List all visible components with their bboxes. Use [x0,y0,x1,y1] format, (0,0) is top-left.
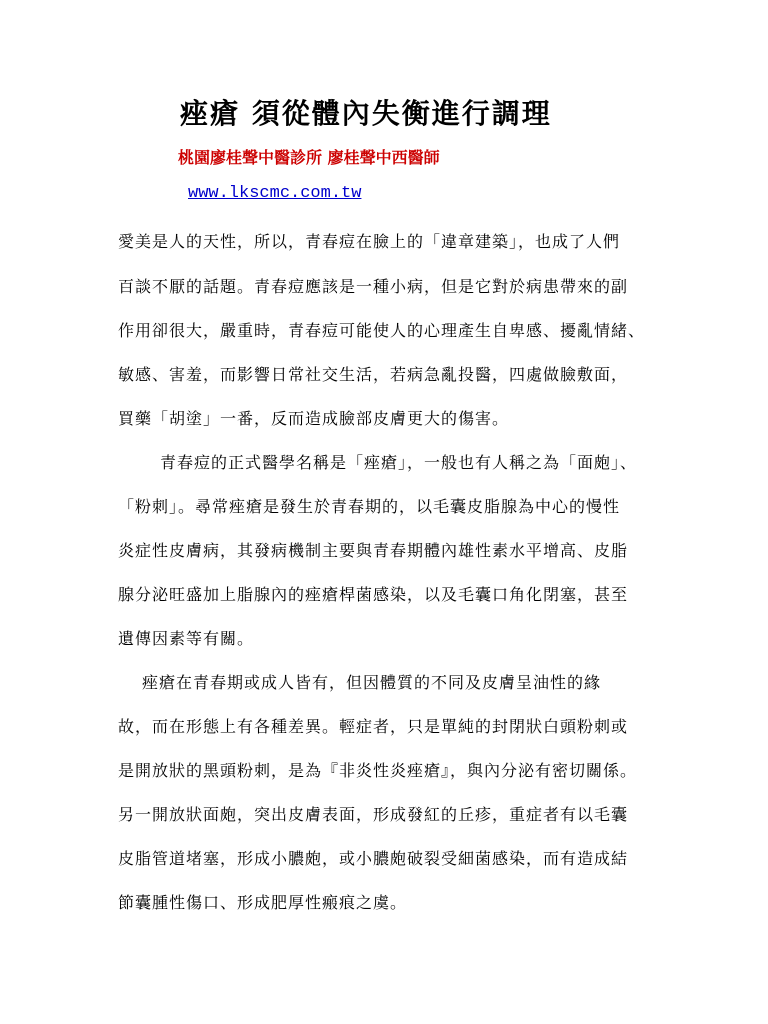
body-line: 節囊腫性傷口、形成肥厚性瘢痕之虞。 [118,893,408,912]
body-line: 買藥「胡塗」一番，反而造成臉部皮膚更大的傷害。 [118,409,510,428]
body-line: 遺傳因素等有關。 [118,629,255,648]
body-line: 愛美是人的天性，所以，青春痘在臉上的「違章建築」，也成了人們 [118,232,621,251]
body-line: 腺分泌旺盛加上脂腺內的痤瘡桿菌感染，以及毛囊口角化閉塞，甚至 [118,585,629,604]
body-line: 炎症性皮膚病，其發病機制主要與青春期體內雄性素水平增高、皮脂 [118,541,629,560]
page-title: 痤瘡 須從體內失衡進行調理 [180,97,552,130]
website-link[interactable]: www.lkscmc.com.tw [188,184,362,203]
body-line: 另一開放狀面皰，突出皮膚表面，形成發紅的丘疹，重症者有以毛囊 [118,805,629,824]
body-line: 故，而在形態上有各種差異。輕症者，只是單純的封閉狀白頭粉刺或 [118,717,629,736]
author-line: 桃園廖桂聲中醫診所 廖桂聲中西醫師 [178,148,440,167]
body-line: 「粉刺」。尋常痤瘡是發生於青春期的，以毛囊皮脂腺為中心的慢性 [118,497,621,516]
body-line: 皮脂管道堵塞，形成小膿皰，或小膿皰破裂受細菌感染，而有造成結 [118,849,629,868]
body-line: 是開放狀的黑頭粉刺，是為『非炎性炎痤瘡』，與內分泌有密切關係。 [118,761,638,780]
body-line: 作用卻很大，嚴重時，青春痘可能使人的心理產生自卑感、擾亂情緒、 [118,321,646,340]
body-line: 敏感、害羞，而影響日常社交生活，若病急亂投醫，四處做臉敷面， [118,365,629,384]
body-line: 百談不厭的話題。青春痘應該是一種小病，但是它對於病患帶來的副 [118,277,629,296]
body-line: 痤瘡在青春期或成人皆有，但因體質的不同及皮膚呈油性的緣 [142,673,602,692]
body-line: 青春痘的正式醫學名稱是「痤瘡」，一般也有人稱之為「面皰」、 [160,453,638,472]
